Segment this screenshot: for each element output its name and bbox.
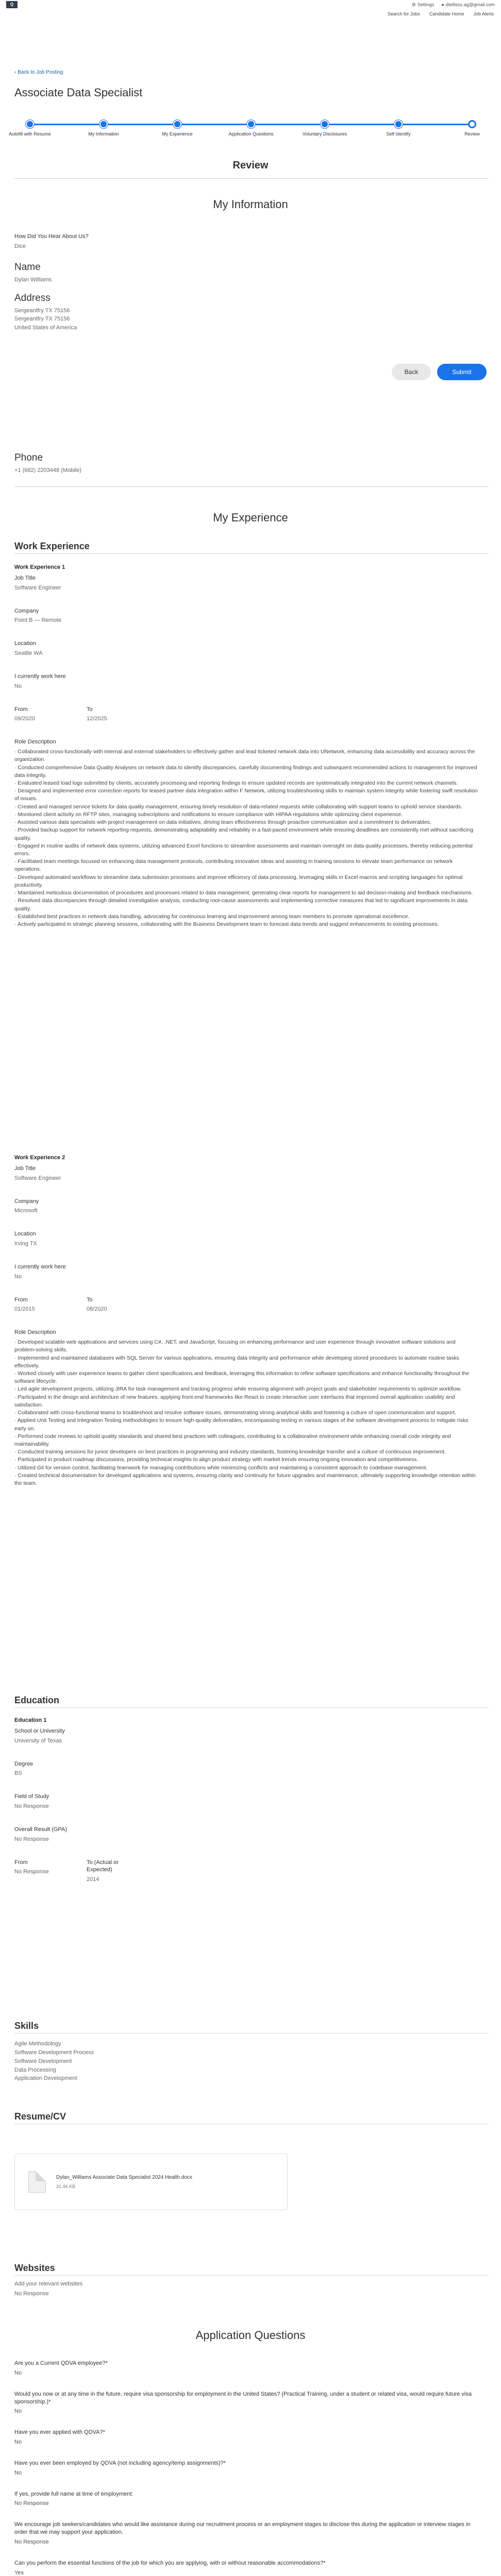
skills-heading: Skills bbox=[14, 2021, 39, 2031]
phone-field: Phone +1 (682) 2203448 (Mobile) bbox=[14, 452, 81, 473]
step-review[interactable]: Review bbox=[446, 120, 498, 137]
nav-job-alerts[interactable]: Job Alerts bbox=[473, 11, 494, 16]
skill-item: Agile Methodology bbox=[14, 2041, 61, 2047]
step-application-questions[interactable]: Application Questions bbox=[225, 120, 277, 137]
how-heard-field: How Did You Hear About Us? Dice bbox=[14, 233, 89, 249]
step-current-icon bbox=[468, 120, 476, 128]
resume-file-card[interactable] bbox=[14, 2154, 288, 2210]
back-button[interactable]: Back bbox=[392, 364, 431, 380]
step-voluntary-disclosures[interactable]: Voluntary Disclosures bbox=[299, 120, 350, 137]
main-nav bbox=[0, 9, 501, 19]
gear-icon: ⚙ bbox=[411, 2, 416, 7]
work-experience-heading: Work Experience bbox=[14, 541, 90, 551]
skill-item: Application Development bbox=[14, 2075, 77, 2082]
address-field: Address Sergeantfry TX 75156 Sergeantfry TX 75156 United States of America bbox=[14, 293, 77, 331]
divider bbox=[14, 553, 489, 554]
step-autofill[interactable]: Autofill with Resume bbox=[4, 120, 56, 137]
company-logo[interactable]: Q bbox=[6, 1, 18, 8]
my-information-heading: My Information bbox=[213, 198, 288, 211]
divider bbox=[14, 2275, 489, 2276]
review-heading: Review bbox=[232, 160, 269, 171]
step-complete-icon bbox=[321, 120, 329, 128]
education-1: Education 1 School or University University of Texas Degree BS Field of Study No Response Overall Result (GPA) No Response From No Response To (Actual or Expected) 2014 bbox=[14, 1717, 478, 1884]
submit-button[interactable]: Submit bbox=[437, 364, 487, 380]
step-self-identify[interactable]: Self Identify bbox=[373, 120, 424, 137]
progress-stepper bbox=[9, 120, 489, 150]
nav-candidate-home[interactable]: Candidate Home bbox=[429, 11, 464, 16]
question-item: Have you ever applied with QDVA?* No bbox=[14, 2429, 105, 2446]
skill-item: Software Development Process bbox=[14, 2049, 94, 2056]
application-questions-list bbox=[14, 2360, 478, 2576]
back-to-job-posting-link[interactable]: ‹ Back to Job Posting bbox=[14, 70, 63, 75]
name-field: Name Dylan Williams bbox=[14, 262, 52, 283]
work-experience-1: Work Experience 1 Job Title Software Engineer Company Point B — Remote Location Seattle WA I currently work here No From 09/2020 To 12/2025 Role Description · Collaborated cross-functionally with internal and external stakeholders to effectively gather and lead ticketed network data into UNetwork, enhancing data accessibility and accuracy across the organization. · Conducted comprehensive Data Quality Analyses on network data to identify discrepancies, carefully documenting findings and subsequent recommended actions to management for improved data integrity. · Evaluated leased load logs submitted by clients, accurately processing and reporting findings to ensure updated records are systematically integrated into the current network channels. · Designed and implemented error correction reports for leased partner data integration within F Network, utilizing troubleshooting skills to maintain system integrity while fostering swift resolution of issues. · Created and managed service tickets for data quality management, ensuring timely resolution of data-related requests while collaborating with support teams to uphold service standards. · Monitored client activity on RFTP sites, managing subscriptions and notifications to ensure compliance with HIPAA regulations while optimizing client experience. · Assisted various data specialists with project management on data initiatives, driving team effectiveness through proactive communication and a commitment to deliverables. · Provided backup support for network reporting requests, demonstrating adaptability and reliability in a fast-paced environment while ensuring deadlines are consistently met without sacrificing quality. · Engaged in routine audits of network data systems, utilizing advanced Excel functions to streamline assessments and maintain oversight on data quality processes, thereby reducing potential errors. · Facilitated team meetings focused on enhancing data management protocols, contributing innovative ideas and assisting in training sessions to elevate team performance on network operations. · Developed automated workflows to streamline data submission processes and improve efficiency of data processing, leveraging skills in Excel macros and scripting languages for optimal productivity. · Maintained meticulous documentation of procedures and processes related to data management, generating clear reports for management to aid decision-making and feedback mechanisms. · Resolved data discrepancies through detailed investigative analysis, conducting root-cause assessments and implementing corrective measures that led to significant improvements in data quality. · Established best practices in network data handling, advocating for continuous learning and improvement among team members to promote operational excellence. · Actively participated in strategic planning sessions, collaborating with the Business Development team to forecast data trends and suggest enhancements to existing processes. bbox=[14, 564, 478, 928]
date-range: From 01/2015 To 08/2020 bbox=[14, 1296, 107, 1313]
step-complete-icon bbox=[99, 120, 108, 128]
document-icon bbox=[28, 2171, 46, 2193]
education-heading: Education bbox=[14, 1695, 60, 1705]
question-item: We encourage job seekers/candidates who would like assistance during our recruitment process or an employment stages to disclose this during the application or interview stages in order that we may support your application. No Response bbox=[14, 2521, 471, 2545]
date-range: From 09/2020 To 12/2025 bbox=[14, 706, 107, 722]
divider bbox=[14, 1707, 489, 1708]
question-item: If yes, provide full name at time of employment: No Response bbox=[14, 2490, 133, 2507]
user-icon: ● bbox=[441, 2, 444, 7]
role-description: · Developed scalable web applications and services using C#, .NET, and JavaScript, focusing on enhancing performance and user experience through innovative software solutions and problem-solving skills. · Implemented and maintained databases with SQL Server for various applications, ensuring data integrity and performance while developing stored procedures to automate routine tasks effectively. · Worked closely with user experience teams to gather client specifications and feedback, leveraging this information to refine software specifications and enhance functionality throughout the software lifecycle. · Led agile development projects, utilizing JIRA for task management and tracking progress while ensuring alignment with project goals and stakeholder requirements to optimize workflow. · Participated in the design and architecture of new features, applying front-end frameworks like React to create interactive user interfaces that improved overall application usability and satisfaction. · Collaborated with cross-functional teams to troubleshoot and resolve software issues, demonstrating strong analytical skills and fostering a culture of open communication and support. · Applied Unit Testing and Integration Testing methodologies to ensure high-quality deliverables, encompassing testing in various stages of the software development process to mitigate risks early on. · Performed code reviews to uphold quality standards and shared best practices with colleagues, contributing to a collaborative environment while enhancing overall code integrity and maintainability. · Conducted training sessions for junior developers on best practices in programming and industry standards, fostering knowledge transfer and a culture of continuous improvement. · Participated in product roadmap discussions, providing technical insights to align product strategy with market trends ensuring ongoing innovation and competitiveness. · Utilized Git for version control, facilitating teamwork for managing contributions while minimizing conflicts and maintaining a consistent approach to codebase management. · Created technical documentation for developed applications and systems, ensuring clarity and continuity for future upgrades and maintenance, ultimately supporting knowledge retention within the team. bbox=[14, 1339, 476, 1487]
step-complete-icon bbox=[26, 120, 34, 128]
websites-field: Add your relevant websites No Response bbox=[14, 2281, 83, 2297]
divider bbox=[14, 178, 489, 179]
nav-search-jobs[interactable]: Search for Jobs bbox=[387, 11, 420, 16]
question-item: Are you a Current QDVA employee?* No bbox=[14, 2360, 108, 2376]
websites-heading: Websites bbox=[14, 2263, 55, 2273]
skills-list bbox=[14, 2038, 478, 2082]
question-item: Can you perform the essential functions of the job for which you are applying, with or without reasonable accommodations?* Yes bbox=[14, 2560, 326, 2576]
top-bar bbox=[0, 0, 501, 9]
resume-heading: Resume/CV bbox=[14, 2111, 66, 2122]
my-experience-heading: My Experience bbox=[213, 511, 288, 524]
work-experience-2: Work Experience 2 Job Title Software Engineer Company Microsoft Location Irving TX I currently work here No From 01/2015 To 08/2020 Role Description · Developed scalable web applications and services using C#, .NET, and JavaScript, focusing on enhancing performance and user experience through innovative software solutions and problem-solving skills. · Implemented and maintained databases with SQL Server for various applications, ensuring data integrity and performance while developing stored procedures to automate routine tasks effectively. · Worked closely with user experience teams to gather client specifications and feedback, leveraging this information to refine software specifications and enhance functionality throughout the software lifecycle. · Led agile development projects, utilizing JIRA for task management and tracking progress while ensuring alignment with project goals and stakeholder requirements to optimize workflow. · Participated in the design and architecture of new features, applying front-end frameworks like React to create interactive user interfaces that improved overall application usability and satisfaction. · Collaborated with cross-functional teams to troubleshoot and resolve software issues, demonstrating strong analytical skills and fostering a culture of open communication and support. · Applied Unit Testing and Integration Testing methodologies to ensure high-quality deliverables, encompassing testing in various stages of the software development process to mitigate risks early on. · Performed code reviews to uphold quality standards and shared best practices with colleagues, contributing to a collaborative environment while enhancing overall code integrity and maintainability. · Conducted training sessions for junior developers on best practices in programming and industry standards, fostering knowledge transfer and a culture of continuous improvement. · Participated in product roadmap discussions, providing technical insights to align product strategy with market trends ensuring ongoing innovation and competitiveness. · Utilized Git for version control, facilitating teamwork for managing contributions while minimizing conflicts and maintaining a consistent approach to codebase management. · Created technical documentation for developed applications and systems, ensuring clarity and continuity for future upgrades and maintenance, ultimately supporting knowledge retention within the team. bbox=[14, 1154, 478, 1487]
question-item: Would you now or at any time in the future, require visa sponsorship for employment in the United States? (Practical Training, under a student or related visa, would require future visa sponsorship.)* No bbox=[14, 2391, 472, 2415]
step-complete-icon bbox=[394, 120, 403, 128]
role-description: · Collaborated cross-functionally with internal and external stakeholders to effectively gather and lead ticketed network data into UNetwork, enhancing data accessibility and accuracy across the organization. · Conducted comprehensive Data Quality Analyses on network data to identify discrepancies, carefully documenting findings and subsequent recommended actions to management for improved data integrity. · Evaluated leased load logs submitted by clients, accurately processing and reporting findings to ensure updated records are systematically integrated into the current network channels. · Designed and implemented error correction reports for leased partner data integration within F Network, utilizing troubleshooting skills to maintain system integrity while fostering swift resolution of issues. · Created and managed service tickets for data quality management, ensuring timely resolution of data-related requests while collaborating with support teams to uphold service standards. · Monitored client activity on RFTP sites, managing subscriptions and notifications to ensure compliance with HIPAA regulations while optimizing client experience. · Assisted various data specialists with project management on data initiatives, driving team effectiveness through proactive communication and a commitment to deliverables. · Provided backup support for network reporting requests, demonstrating adaptability and reliability in a fast-paced environment while ensuring deadlines are consistently met without sacrificing quality. · Engaged in routine audits of network data systems, utilizing advanced Excel functions to streamline assessments and maintain oversight on data quality processes, thereby reducing potential errors. · Facilitated team meetings focused on enhancing data management protocols, contributing innovative ideas and assisting in training sessions to elevate team performance on network operations. · Developed automated workflows to streamline data submission processes and improve efficiency of data processing, leveraging skills in Excel macros and scripting languages for optimal productivity. · Maintained meticulous documentation of procedures and processes related to data management, generating clear reports for management to aid decision-making and feedback mechanisms. · Resolved data discrepancies through detailed investigative analysis, conducting root-cause assessments and implementing corrective measures that led to significant improvements in data quality. · Established best practices in network data handling, advocating for continuous learning and improvement among team members to promote operational excellence. · Actively participated in strategic planning sessions, collaborating with the Business Development team to forecast data trends and suggest enhancements to existing processes. bbox=[14, 749, 478, 927]
question-item: Have you ever been employed by QDVA (not including agency/temp assignments)?* No bbox=[14, 2460, 226, 2476]
resume-file-name[interactable]: Dylan_Williams Associate Data Specialist 2024 Health.docx bbox=[56, 2175, 193, 2181]
step-complete-icon bbox=[173, 120, 181, 128]
divider bbox=[14, 486, 489, 487]
job-title: Associate Data Specialist bbox=[14, 86, 143, 99]
settings-link[interactable]: ⚙ Settings bbox=[411, 2, 435, 7]
account-menu[interactable]: ● dtellisox.ag@gmail.com bbox=[441, 2, 495, 7]
account-bar bbox=[412, 2, 495, 8]
resume-file-size: 31.46 KB bbox=[56, 2183, 76, 2189]
step-my-information[interactable]: My Information bbox=[78, 120, 129, 137]
date-range: From No Response To (Actual or Expected) 2014 bbox=[14, 1859, 119, 1883]
skill-item: Data Processing bbox=[14, 2066, 56, 2073]
application-questions-heading: Application Questions bbox=[195, 2329, 306, 2342]
step-complete-icon bbox=[247, 120, 255, 128]
skill-item: Software Development bbox=[14, 2058, 72, 2064]
step-my-experience[interactable]: My Experience bbox=[152, 120, 203, 137]
